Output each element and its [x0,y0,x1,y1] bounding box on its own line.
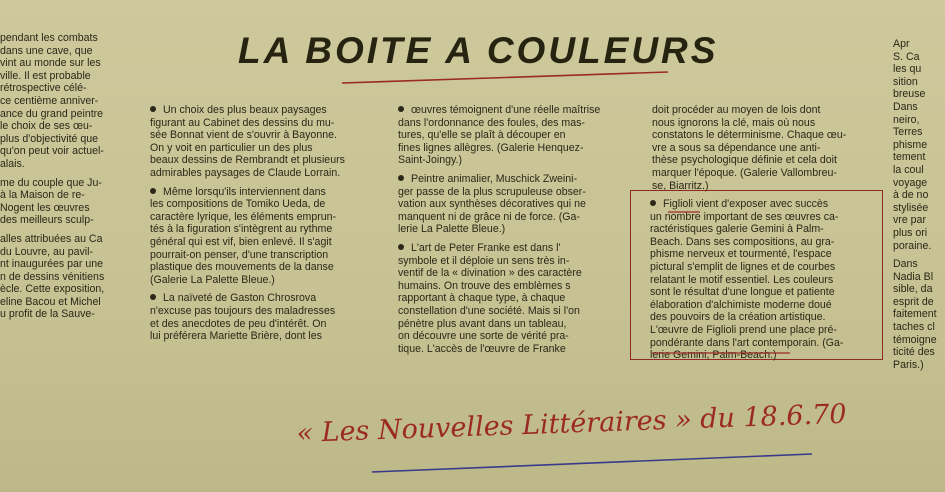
text-line: ville. Il est probable [0,69,91,82]
text-line: lerie Gemini, Palm-Beach.) [650,349,777,362]
text-line: Apr [893,38,910,50]
text-line: constatons le déterminisme. Chaque œu- [652,129,847,142]
text-line: doit procéder au moyen de lois dont [652,104,821,116]
text-line: alles attribuées au Ca [0,232,103,245]
text-line: qu'on peut voir actuel- [0,145,104,158]
text-line: pictural s'emplit de lignes et de courbes [650,260,836,273]
text-line: Un choix des plus beaux paysages [163,104,327,116]
text-line: Peintre animalier, Muschick Zweini- [411,172,578,185]
text-line: Dans [893,100,918,113]
text-line: le choix de ses œu- [0,120,93,133]
text-line: Nogent les œuvres [0,201,90,214]
text-line: ècle. Cette exposition, [0,283,105,296]
text-line: thèse psychologique définie et cela doit [652,154,837,167]
text-line: des pouvoirs de la création artistique. [650,311,826,324]
text-line: tement [893,151,926,164]
text-line: constellation d'une société. Mais si l'on [398,304,580,317]
text-line: symbole et il déploie un sens très in- [398,254,570,267]
text-line: stylisée [893,201,929,214]
text-line: pendant les combats [0,32,98,44]
text-line: vre par [893,214,926,227]
text-line: tures, qu'elle se plaît à découper en [398,129,566,142]
text-line: La naïveté de Gaston Chrosrova [163,292,317,305]
text-line: Saint-Joingy.) [398,154,462,167]
text-line: pourrait-on penser, d'une transcription [150,248,329,261]
text-line: figurant au Cabinet des dessins du mu- [150,116,335,129]
text-line: lui préférera Mariette Brière, dont les [150,330,322,343]
text-line: fines lignes allègres. (Galerie Henquez- [398,141,584,154]
text-line: les compositions de Tomiko Ueda, de [150,198,326,211]
text-line: vation aux synthèses décoratives qui ne [398,198,586,211]
text-line: du Louvre, au pavil- [0,245,94,258]
text-line: des meilleurs sculp- [0,214,94,227]
text-line: tique. L'accès de l'œuvre de Franke [398,342,566,355]
text-line: n de dessins vénitiens [0,270,105,283]
text-line: rétrospective célé- [0,82,87,95]
text-line: rapportant à chaque type, à chaque [398,292,566,305]
text-line: esprit de [893,295,934,308]
text-line: plus ori [893,226,928,239]
text-line: plus d'objectivité que [0,132,99,145]
text-line: nous ignorons la clé, mais où nous [652,116,816,129]
text-line: la coul [893,163,924,176]
text-line: voyage [893,176,928,189]
text-line: Beach. Dans ses compositions, au gra- [650,235,835,248]
text-line: ger passe de la plus scrupuleuse obser- [398,185,586,198]
text-line: sont le résultat d'une longue et patiente [650,286,835,299]
text-line: à de no [893,189,929,202]
text-line: à la Maison de re- [0,189,85,202]
text-line: humains. On trouve des emblèmes s [398,279,571,292]
text-line: tés à la figuration s'intègrent au rythme [150,223,333,236]
text-line: L'art de Peter Franke est dans l' [411,241,561,254]
handwritten-source-note: « Les Nouvelles Littéraires » du 18.6.70 [296,398,848,449]
text-line: ractéristiques galerie Gemini à Palm- [650,223,824,236]
text-line: On y voit en particulier un des plus [150,141,313,154]
text-line: alais. [0,157,25,170]
text-line: marquer l'époque. (Galerie Vallombreu- [652,166,837,179]
text-line: témoigne [893,333,937,346]
text-line: n'excuse pas toujours des maladresses [150,304,336,317]
article-title: LA BOITE A COULEURS [238,30,719,71]
text-line: eline Bacou et Michel [0,295,101,308]
text-line: œuvres témoignent d'une réelle maîtrise [411,104,601,116]
text-line: les qu [893,63,922,76]
text-line: général qui est vif, bien enlevé. Il s'agit [150,235,332,248]
text-line: lerie La Palette Bleue.) [398,223,506,236]
text-line: ticité des [893,346,935,359]
text-line: breuse [893,88,926,101]
text-line: sition [893,75,918,88]
text-line: pénètre plus avant dans un tableau, [398,317,567,330]
text-line: sée Bonnat vient de s'ouvrir à Bayonne. [150,129,337,142]
text-line: plastique des mouvements de la danse [150,261,334,274]
text-line: Terres [893,126,923,139]
text-line: poraine. [893,239,932,252]
text-line: S. Ca [893,50,920,63]
text-line: neiro, [893,113,920,126]
text-line: me du couple que Ju- [0,176,102,189]
text-line: manquent ni de grâce ni de force. (Ga- [398,210,580,223]
text-line: élaboration d'alchimiste moderne doué [650,298,832,311]
text-line: beaux dessins de Rembrandt et plusieurs [150,154,345,167]
text-line: un nombre important de ses œuvres ca- [650,210,839,223]
text-line: nt inaugurées par une [0,258,104,271]
text-line: sible, da [893,283,933,296]
text-line: ventif de la « divination » des caractère [398,267,582,280]
text-line: relatant le motif essentiel. Les couleurs [650,273,834,286]
text-line: Nadia Bl [893,270,934,283]
text-line: on découvre une sorte de vérité pra- [398,330,569,343]
text-line: Même lorsqu'ils interviennent dans [163,185,326,198]
title-underline [342,72,668,83]
text-line: u profit de la Sauve- [0,308,95,321]
text-line: taches cl [893,321,935,334]
text-line: Paris.) [893,358,924,371]
text-line: se, Biarritz.) [652,179,709,192]
text-line: phisme nerveux et tourmenté, l'espace [650,248,832,261]
handwriting-underline [372,454,812,472]
text-line: ce centième anniver- [0,94,99,107]
text-line: phisme [893,138,928,151]
text-line: vint au monde sur les [0,57,101,70]
text-line: et des anecdotes de peu d'intérêt. On [150,317,327,330]
text-line: admirables paysages de Claude Lorrain. [150,166,341,179]
text-line: vre a sous sa dépendance une anti- [652,141,821,154]
text-line: faitement [893,308,937,321]
text-line: dans une cave, que [0,44,93,57]
text-line: dans l'ordonnance des foules, des mas- [398,116,585,129]
text-line: pondérante dans l'art contemporain. (Ga- [650,336,844,349]
text-line: (Galerie La Palette Bleue.) [150,273,275,286]
text-line: Dans [893,258,918,271]
text-line: caractère lyrique, les éléments emprun- [150,210,337,223]
text-line: ance du grand peintre [0,107,104,120]
text-line: L'œuvre de Figlioli prend une place pré- [650,323,837,336]
text-line: Figlioli vient d'exposer avec succès [663,198,829,210]
